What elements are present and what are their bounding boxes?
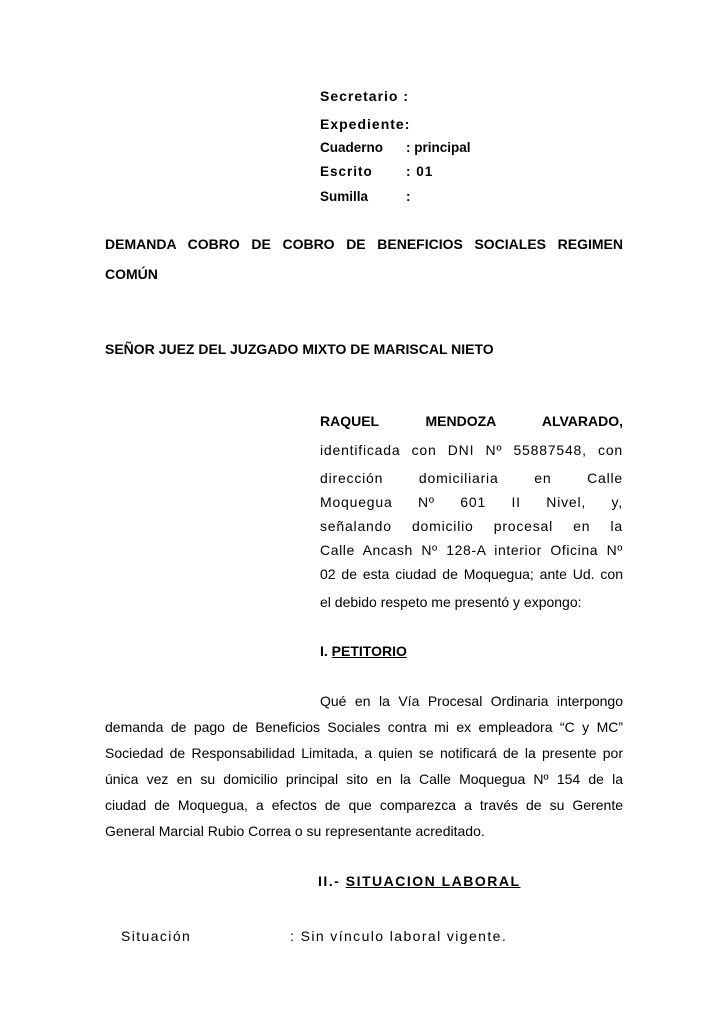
escrito-label: Escrito (320, 164, 373, 179)
petitorio-line-0: Qué en la Vía Procesal Ordinaria interpongo (320, 693, 623, 709)
petitorio-line-2: Sociedad de Responsabilidad Limitada, a quien se notificará de la presente por (105, 745, 623, 761)
section-petitorio-heading (320, 643, 407, 659)
intro-line-3: Moquegua Nº 601 II Nivel, y, (320, 494, 623, 510)
expediente-label: Expediente: (320, 116, 411, 132)
secretario-label: Secretario : (320, 88, 410, 104)
addressee: SEÑOR JUEZ DEL JUZGADO MIXTO DE MARISCAL NIETO (105, 341, 494, 357)
cuaderno-label: Cuaderno (320, 140, 384, 155)
petitorio-line-1: demanda de pago de Beneficios Sociales contra mi ex empleadora “C y MC” (105, 719, 623, 735)
section-petitorio-title: PETITORIO (331, 643, 407, 659)
intro-line-6: 02 de esta ciudad de Moquegua; ante Ud. con (320, 566, 623, 582)
intro-line-4: señalando domicilio procesal en la (320, 518, 623, 534)
intro-line-1: identificada con DNI Nº 55887548, con (320, 442, 623, 458)
document-title-line1: DEMANDA COBRO DE COBRO DE BENEFICIOS SOCIALES REGIMEN (105, 236, 623, 252)
section-situacion-heading (318, 873, 521, 889)
section-petitorio-number: I. (320, 643, 328, 659)
section-situacion-number: II.- (318, 873, 341, 889)
situacion-value: : Sin vínculo laboral vigente. (290, 928, 508, 944)
document-title-line2: COMÚN (105, 266, 158, 282)
intro-line-2: dirección domiciliaria en Calle (320, 470, 623, 486)
petitorio-line-3: única vez en su domicilio principal sito en la Calle Moquegua Nº 154 de la (105, 771, 623, 787)
intro-line-7: el debido respeto me presentó y expongo: (320, 594, 582, 610)
petitorio-line-5: General Marcial Rubio Correa o su representante acreditado. (105, 823, 485, 839)
section-situacion-title: SITUACION LABORAL (345, 873, 521, 889)
petitorio-line-4: ciudad de Moquegua, a efectos de que comparezca a través de su Gerente (105, 797, 623, 813)
escrito-value: : 01 (406, 164, 434, 179)
sumilla-value: : (406, 189, 411, 204)
intro-line-5: Calle Ancash Nº 128-A interior Oficina Nº (320, 542, 623, 558)
situacion-label: Situación (121, 928, 192, 944)
plaintiff-name: RAQUEL MENDOZA ALVARADO, (320, 413, 623, 429)
sumilla-label: Sumilla (320, 189, 369, 204)
cuaderno-value: : principal (406, 140, 471, 155)
